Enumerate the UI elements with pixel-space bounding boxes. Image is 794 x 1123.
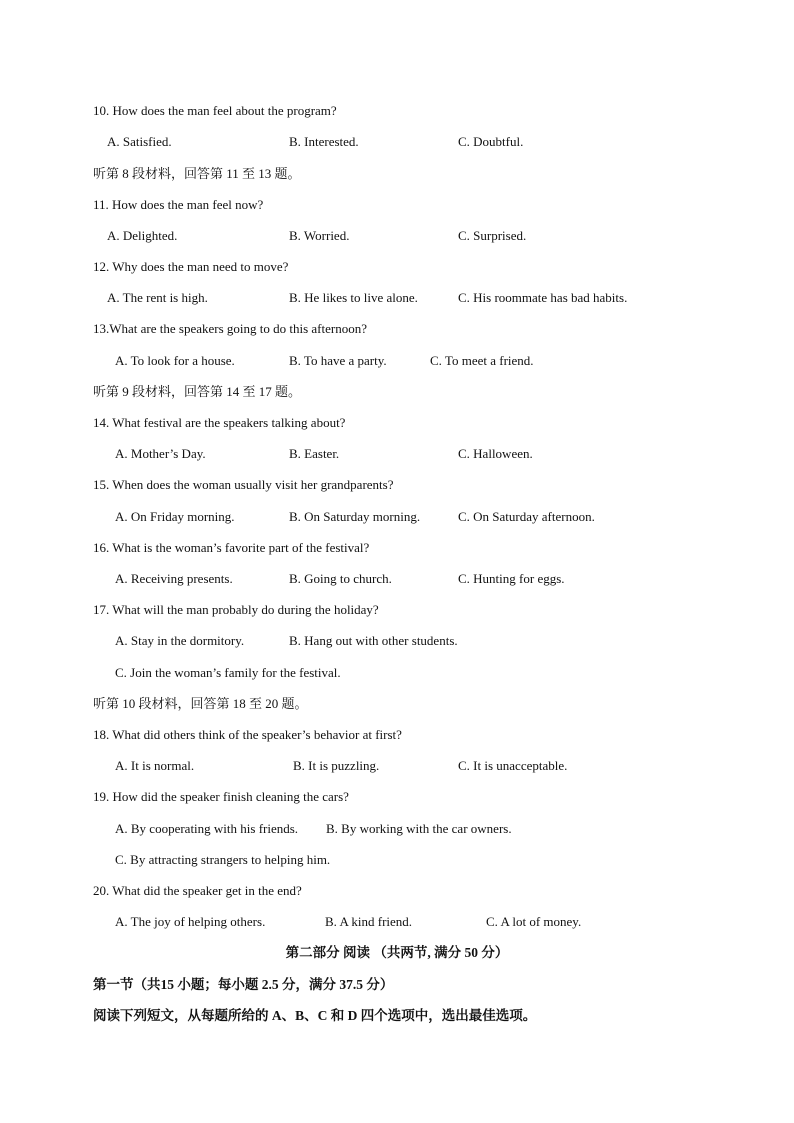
option-15b: B. On Saturday morning.	[289, 509, 421, 524]
option-20c: C. A lot of money.	[486, 914, 582, 929]
option-11a: A. Delighted.	[107, 228, 178, 243]
question-19: 19. How did the speaker finish cleaning the cars?	[93, 789, 349, 804]
question-18: 18. What did others think of the speaker’s behavior at first?	[93, 727, 402, 742]
option-20a: A. The joy of helping others.	[115, 914, 266, 929]
option-19b: B. By working with the car owners.	[326, 821, 512, 836]
option-17c: C. Join the woman’s family for the festival.	[115, 665, 341, 680]
option-11c: C. Surprised.	[458, 228, 527, 243]
option-16a: A. Receiving presents.	[115, 571, 233, 586]
option-16c: C. Hunting for eggs.	[458, 571, 565, 586]
option-14b: B. Easter.	[289, 446, 340, 461]
option-15c: C. On Saturday afternoon.	[458, 509, 595, 524]
option-12b: B. He likes to live alone.	[289, 290, 418, 305]
option-18a: A. It is normal.	[115, 758, 195, 773]
option-14a: A. Mother’s Day.	[115, 446, 206, 461]
section-9-instruction: 听第 9 段材料，回答第 14 至 17 题。	[93, 384, 302, 399]
question-12: 12. Why does the man need to move?	[93, 259, 289, 274]
question-11: 11. How does the man feel now?	[93, 197, 264, 212]
option-12a: A. The rent is high.	[107, 290, 208, 305]
option-13b: B. To have a party.	[289, 353, 387, 368]
option-18b: B. It is puzzling.	[293, 758, 380, 773]
question-17: 17. What will the man probably do during the holiday?	[93, 602, 379, 617]
option-13c: C. To meet a friend.	[430, 353, 534, 368]
question-20: 20. What did the speaker get in the end?	[93, 883, 302, 898]
section-10-instruction: 听第 10 段材料，回答第 18 至 20 题。	[93, 696, 308, 711]
option-19a: A. By cooperating with his friends.	[115, 821, 299, 836]
part-2-heading: 第二部分 阅读 （共两节, 满分 50 分）	[285, 945, 509, 960]
option-19c: C. By attracting strangers to helping him.	[115, 852, 331, 867]
question-15: 15. When does the woman usually visit her grandparents?	[93, 477, 394, 492]
option-17a: A. Stay in the dormitory.	[115, 633, 245, 648]
option-13a: A. To look for a house.	[115, 353, 235, 368]
option-10c: C. Doubtful.	[458, 134, 524, 149]
reading-instruction: 阅读下列短文，从每题所给的 A、B、C 和 D 四个选项中，选出最佳选项。	[93, 1008, 537, 1023]
option-11b: B. Worried.	[289, 228, 350, 243]
option-20b: B. A kind friend.	[325, 914, 413, 929]
question-16: 16. What is the woman’s favorite part of the festival?	[93, 540, 370, 555]
section-1-heading: 第一节（共15 小题；每小题 2.5 分，满分 37.5 分）	[93, 977, 394, 992]
option-15a: A. On Friday morning.	[115, 509, 235, 524]
option-14c: C. Halloween.	[458, 446, 533, 461]
question-14: 14. What festival are the speakers talking about?	[93, 415, 346, 430]
option-18c: C. It is unacceptable.	[458, 758, 568, 773]
option-10a: A. Satisfied.	[107, 134, 172, 149]
section-8-instruction: 听第 8 段材料，回答第 11 至 13 题。	[93, 166, 301, 181]
option-17b: B. Hang out with other students.	[289, 633, 458, 648]
question-13: 13.What are the speakers going to do this afternoon?	[93, 321, 367, 336]
option-10b: B. Interested.	[289, 134, 359, 149]
option-12c: C. His roommate has bad habits.	[458, 290, 628, 305]
question-10: 10. How does the man feel about the program?	[93, 103, 337, 118]
option-16b: B. Going to church.	[289, 571, 392, 586]
